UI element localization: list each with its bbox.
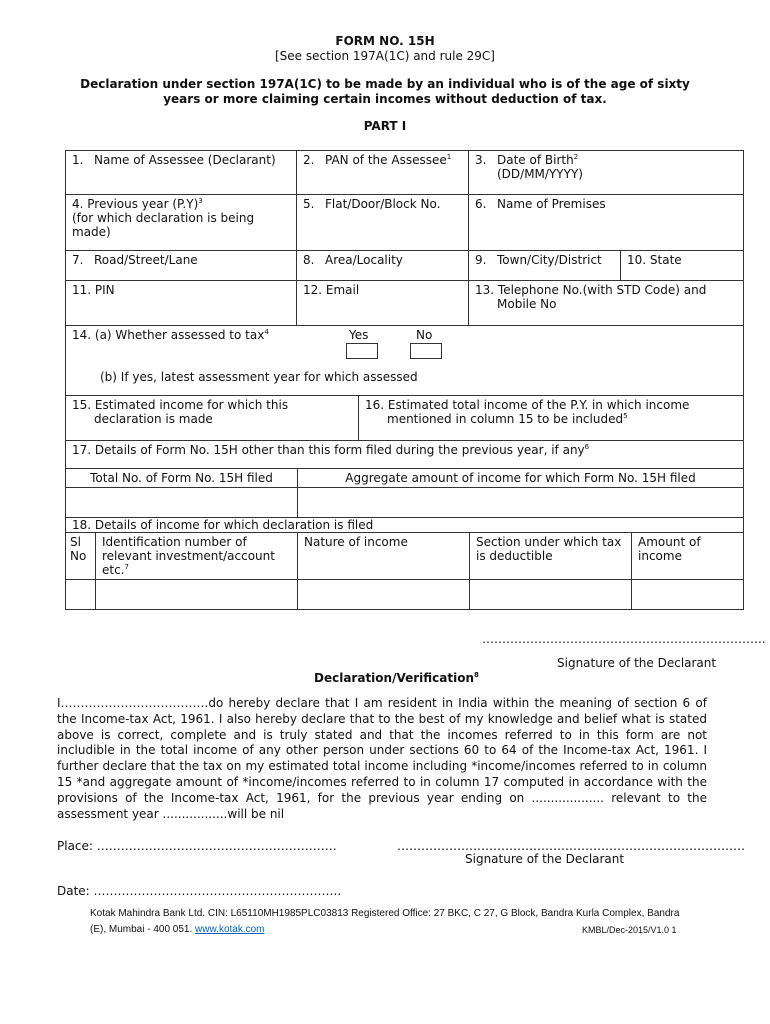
footer-line1: Kotak Mahindra Bank Ltd. CIN: L65110MH1985PLC03813 Registered Office: 27 BKC, C 27, G Block, Bandra Kurla Complex, Bandra (90, 908, 680, 919)
form-description-line1: Declaration under section 197A(1C) to be made by an individual who is of the age of sixty (80, 77, 690, 91)
nature-of-income-cell[interactable] (298, 580, 470, 610)
no-label: No (416, 328, 433, 342)
field-road-street[interactable]: 7. Road/Street/Lane (66, 251, 297, 281)
aggregate-amount-header: Aggregate amount of income for which Form No. 15H filed (298, 469, 744, 488)
kotak-website-link[interactable]: www.kotak.com (195, 924, 265, 935)
field-email[interactable]: 12. Email (297, 281, 469, 326)
field-flat-door-block[interactable]: 5. Flat/Door/Block No. (297, 195, 469, 251)
sl-no-cell[interactable] (66, 580, 96, 610)
field-telephone[interactable]: 13. Telephone No.(with STD Code) and Mobile No (469, 281, 744, 326)
field-state[interactable]: 10. State (621, 251, 744, 281)
form-title: FORM NO. 15H (335, 34, 435, 48)
tax-details-table (65, 325, 744, 610)
field-estimated-income[interactable]: 15. Estimated income for which this declaration is made (66, 396, 359, 441)
assessee-details-table (65, 150, 744, 326)
field-town-city[interactable]: 9. Town/City/District (469, 251, 621, 281)
verification-text: I……………………………….do hereby declare that I am resident in India within the meaning of section 6 of the Income-tax Act, 1961. I also hereby declare that to the best of my knowledge and belief what is stated above is correct, complete and is truly stated and that the incomes referred to in this form are not includible in the total income of any other person under sections 60 to 64 of the Income-tax Act, 1961. I further declare that the tax on my estimated total income including *income/incomes referred to in column 15 *and aggregate amount of *income/incomes referred to in column 17 computed in accordance with the provisions of the Income-tax Act, 1961, for the previous year ending on ................... relevant to the assessment year .................will be nil (57, 696, 707, 821)
total-forms-filed-header: Total No. of Form No. 15H filed (66, 469, 298, 488)
signature-line: …………………………………………………………….. (482, 632, 766, 646)
field-name-of-premises[interactable]: 6. Name of Premises (469, 195, 744, 251)
verification-heading: Declaration/Verification$^8$ (314, 671, 479, 685)
aggregate-amount-input[interactable] (298, 488, 744, 518)
field-previous-year[interactable]: 4. Previous year $(P.Y)^3$ (for which declaration is being made) (66, 195, 297, 251)
section-header: Section under which tax is deductible (470, 533, 632, 580)
date-field[interactable]: Date: …………………………………………………….. (57, 884, 342, 898)
section-cell[interactable] (470, 580, 632, 610)
field-area-locality[interactable]: 8. Area/Locality (297, 251, 469, 281)
signature-label: Signature of the Declarant (557, 656, 717, 670)
field-name-of-assessee[interactable]: 1. Name of Assessee (Declarant) (66, 151, 297, 195)
sl-no-header: Sl No (66, 533, 96, 580)
form-subtitle: [See section 197A(1C) and rule 29C] (274, 49, 495, 63)
amount-of-income-cell[interactable] (632, 580, 744, 610)
field-other-forms-filed: 17. Details of Form No. 15H other than this form filed during the previous year, if any$^6$ (66, 441, 744, 469)
nature-of-income-header: Nature of income (298, 533, 470, 580)
field-assessed-to-tax: 14. (a) Whether assessed to tax$^4$ Yes No (b) If yes, latest assessment year for which assessed (66, 326, 744, 396)
income-details-heading: 18. Details of income for which declaration is filed (66, 518, 744, 533)
yes-label: Yes (349, 328, 369, 342)
yes-checkbox[interactable] (346, 343, 378, 359)
place-field[interactable]: Place: …………………………………………………… (57, 839, 337, 853)
field-date-of-birth[interactable]: 3. Date of Birth$^2$ (DD/MM/YYYY) (469, 151, 744, 195)
field-pin[interactable]: 11. PIN (66, 281, 297, 326)
signature-line-2: …………………………………………………………………………… (397, 839, 745, 853)
form-description-line2: years or more claiming certain incomes without deduction of tax. (163, 92, 607, 106)
no-checkbox[interactable] (410, 343, 442, 359)
latest-assessment-year-label: (b) If yes, latest assessment year for which assessed (100, 370, 418, 384)
total-forms-filed-input[interactable] (66, 488, 298, 518)
field-pan[interactable]: 2. PAN of the Assessee$^1$ (297, 151, 469, 195)
part-heading: PART I (363, 119, 407, 133)
identification-number-cell[interactable] (96, 580, 298, 610)
income-details-row (66, 580, 744, 610)
field-estimated-total-income[interactable]: 16. Estimated total income of the P.Y. in which income mentioned in column 15 to be included$^5$ (359, 396, 744, 441)
signature-label-2: Signature of the Declarant (465, 852, 625, 866)
footer-code: KMBL/Dec-2015/V1.0 1 (582, 925, 677, 935)
footer-line2: (E), Mumbai - 400 051. www.kotak.com (90, 924, 265, 935)
identification-number-header: Identification number of relevant investment/account etc.$^7$ (96, 533, 298, 580)
amount-of-income-header: Amount of income (632, 533, 744, 580)
